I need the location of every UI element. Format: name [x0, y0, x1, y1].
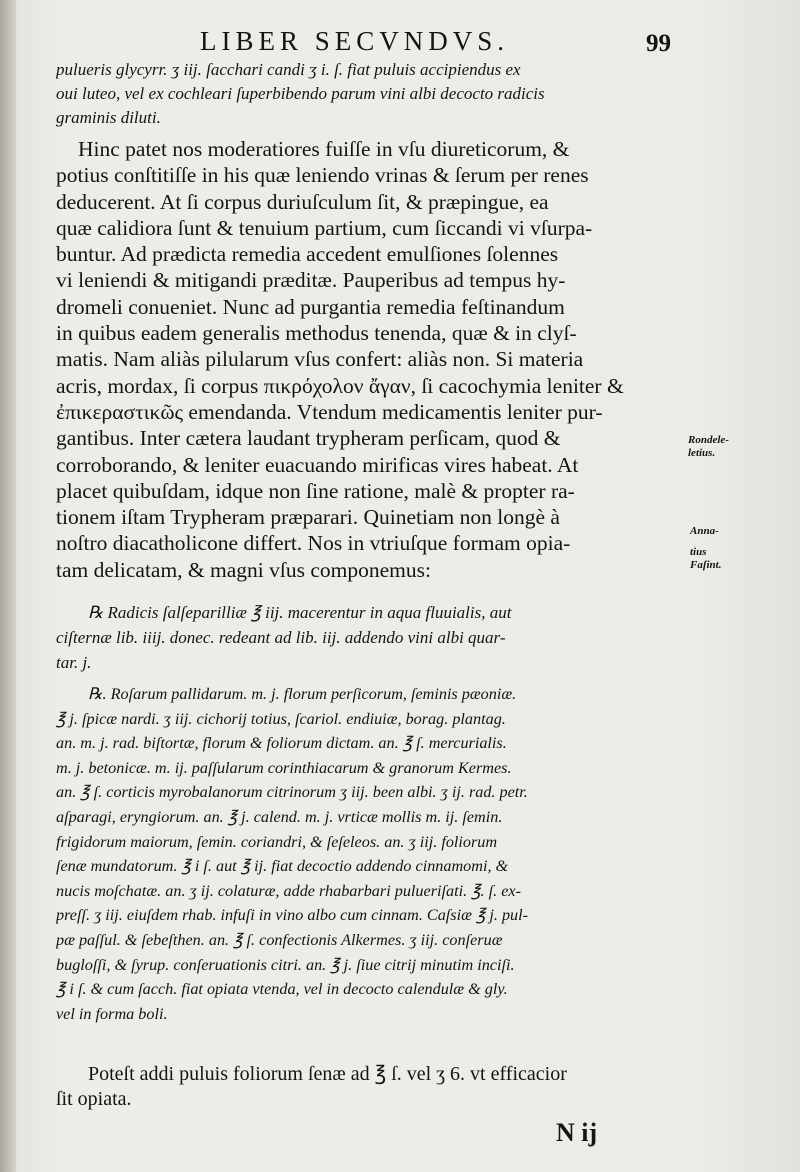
opening-recipe-continuation	[56, 58, 686, 130]
text-line: an. ℥ ſ. corticis myrobalanorum citrinorum ʒ iij. been albi. ʒ ij. rad. petr.	[56, 783, 528, 802]
text-line: Poteſt addi puluis foliorum ſenæ ad ℥ ſ. vel ʒ 6. vt efficacior	[88, 1063, 567, 1085]
text-line: ἐπικεραστικῶς emendanda. Vtendum medicamentis leniter pur-	[56, 399, 603, 424]
text-line: ſit opiata.	[56, 1088, 132, 1110]
text-line: ℥ j. ſpicæ nardi. ʒ iij. cichorij totius, ſcariol. endiuiæ, borag. plantag.	[56, 709, 506, 728]
text-line: vel in forma boli.	[56, 1004, 168, 1023]
text-line: an. m. j. rad. biſtortæ, florum & foliorum dictam. an. ℥ ſ. mercurialis.	[56, 734, 507, 753]
text-line: tionem iſtam Trypheram præparari. Quinetiam non longè à	[56, 505, 560, 530]
text-line: quæ calidiora ſunt & tenuium partium, cum ſiccandi vi vſurpa-	[56, 215, 593, 240]
closing-paragraph	[56, 1062, 686, 1112]
text-line: pæ paſſul. & ſebeſthen. an. ℥ ſ. confectionis Alkermes. ʒ iij. conſeruæ	[56, 930, 503, 949]
text-line: tar. j.	[56, 653, 92, 672]
text-line: preſſ. ʒ iij. eiuſdem rhab. infuſi in vino albo cum cinnam. Caſsiæ ℥ j. pul-	[56, 906, 529, 925]
recipe-two	[56, 682, 686, 1026]
text-line: in quibus eadem generalis methodus tenenda, quæ & in clyſ-	[56, 321, 577, 346]
text-line: aſparagi, eryngiorum. an. ℥ j. calend. m. j. vrticæ mollis m. ij. ſemin.	[56, 807, 503, 826]
running-title: LIBER SECVNDVS.	[200, 26, 510, 56]
text-line: vi leniendi & mitigandi præditæ. Pauperibus ad tempus hy-	[56, 268, 566, 293]
text-line: buntur. Ad prædicta remedia accedent emulſiones ſolennes	[56, 242, 559, 267]
text-line: oui luteo, vel ex cochleari ſuperbibendo parum vini albi decocto radicis	[56, 84, 545, 103]
text-line: acris, mordax, ſi corpus πικρόχολον ἄγαν, ſi cacochymia leniter &	[56, 373, 624, 398]
recipe-one	[56, 600, 686, 675]
text-line: matis. Nam aliàs pilularum vſus confert: aliàs non. Si materia	[56, 347, 584, 372]
text-line: ciſternæ lib. iiij. donec. redeant ad lib. iij. addendo vini albi quar-	[56, 628, 506, 647]
marginal-line: tius	[690, 546, 707, 558]
text-line: graminis diluti.	[56, 108, 161, 127]
text-line: potius conſtitiſſe in his quæ leniendo vrinas & ſerum per renes	[56, 163, 589, 188]
marginal-line: Faſint.	[690, 559, 722, 571]
text-line: nucis moſchatæ. an. ʒ ij. colaturæ, adde rhabarbari pulueriſati. ℥. ſ. ex-	[56, 881, 521, 900]
text-line: ℞ Radicis ſalſeparilliæ ℥ iij. macerentur in aqua fluuialis, aut	[88, 603, 512, 622]
text-line: m. j. betonicæ. m. ij. paſſularum corinthiacarum & granorum Kermes.	[56, 758, 512, 777]
marginal-note-annatius	[690, 525, 721, 572]
text-line: dromeli conueniet. Nunc ad purgantia remedia feſtinandum	[56, 294, 565, 319]
text-line: ℞. Roſarum pallidarum. m. j. florum perſicorum, ſeminis pæoniæ.	[88, 685, 517, 703]
text-line: deducerent. At ſi corpus duriuſculum ſit, & præpingue, ea	[56, 189, 549, 214]
text-line: placet quibuſdam, idque non ſine ratione, malè & propter ra-	[56, 478, 575, 503]
text-line: pulueris glycyrr. ʒ iij. ſacchari candi ʒ i. ſ. fiat puluis accipiendus ex	[56, 60, 521, 79]
marginal-line: Anna-	[690, 525, 719, 537]
marginal-note-rondeletius	[688, 434, 729, 460]
signature-mark: N ij	[556, 1118, 598, 1147]
page-gutter-shadow	[0, 0, 16, 1172]
text-line: gantibus. Inter cætera laudant trypheram perſicam, quod &	[56, 426, 561, 451]
marginal-line: Rondele-	[688, 434, 729, 446]
text-line: corroborando, & leniter euacuando mirificas vires habeat. At	[56, 452, 579, 477]
text-line: tam delicatam, & magni vſus componemus:	[56, 557, 431, 582]
text-line: ſenæ mundatorum. ℥ i ſ. aut ℥ ij. fiat decoctio addendo cinnamomi, &	[56, 857, 509, 876]
text-line: Hinc patet nos moderatiores fuiſſe in vſu diureticorum, &	[78, 137, 570, 161]
text-line: noſtro diacatholicone differt. Nos in vtriuſque formam opia-	[56, 531, 571, 556]
page-number: 99	[646, 30, 671, 57]
main-paragraph	[56, 136, 686, 583]
marginal-line: letius.	[688, 447, 716, 459]
text-line: frigidorum maiorum, ſemin. coriandri, & ſeſeleos. an. ʒ iij. foliorum	[56, 832, 498, 851]
text-line: ℥ i ſ. & cum ſacch. fiat opiata vtenda, vel in decocto calendulæ & gly.	[56, 980, 508, 999]
text-line: bugloſſi, & ſyrup. conſeruationis citri. an. ℥ j. ſiue citrij minutim inciſi.	[56, 955, 515, 974]
